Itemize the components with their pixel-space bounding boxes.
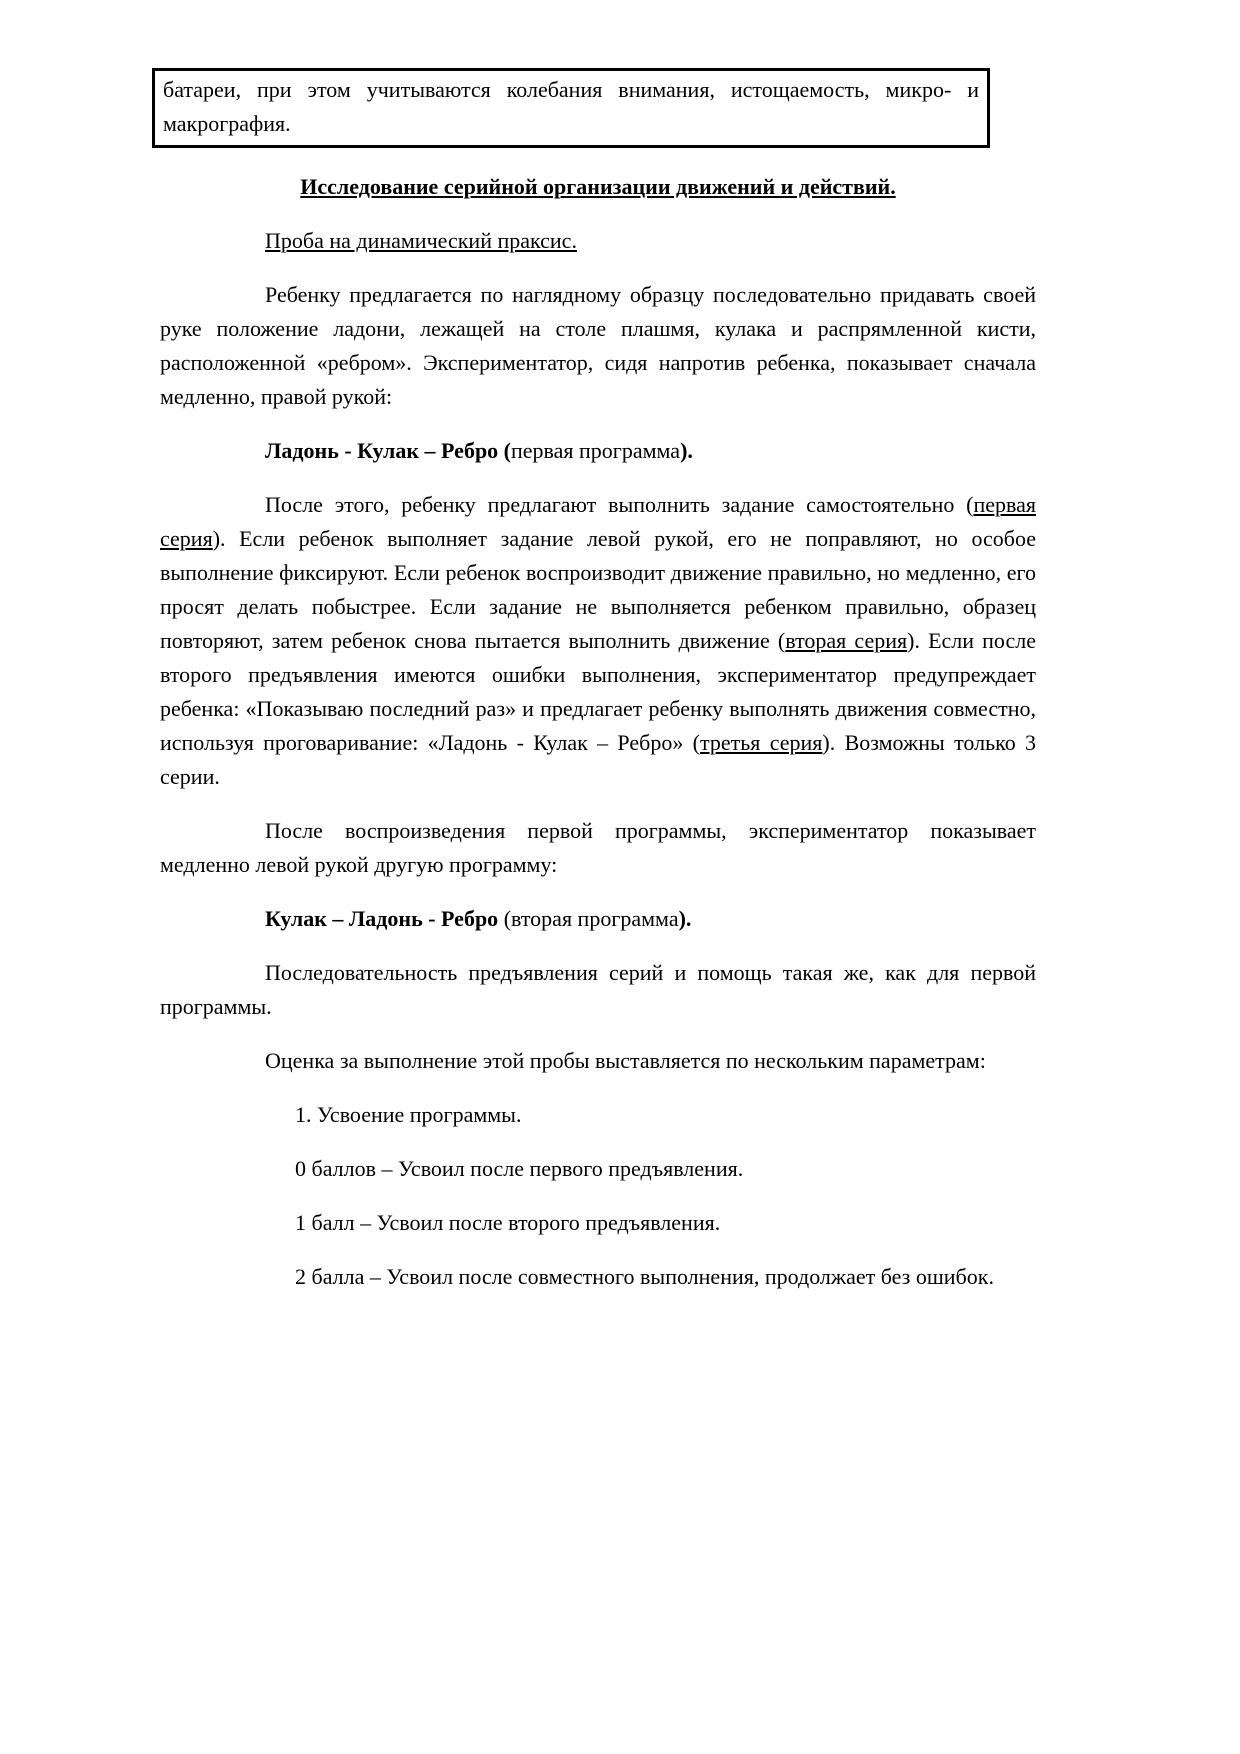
text-run-1: После этого, ребенку предлагают выполнить задание самостоятельно ( bbox=[265, 492, 974, 517]
scoring-item-title: 1. Усвоение программы. bbox=[295, 1102, 522, 1127]
series3-underlined: третья серия bbox=[699, 730, 823, 755]
program2-bold-end: ). bbox=[678, 906, 692, 931]
section-heading bbox=[160, 170, 1036, 204]
paragraph-series bbox=[160, 488, 1036, 794]
section-heading-text: Исследование серийной организации движений и действий. bbox=[300, 174, 896, 199]
document-content bbox=[160, 68, 1036, 1294]
program2-bold-start: Кулак – Ладонь - Ребро bbox=[265, 906, 504, 931]
text-run-3: ). Если после второго предъявления имеются ошибки выполнения, экспериментатор предупреждает ребенка: «Показываю последний раз» и предлагает ребенку выполнять движения совместно, используя проговаривание: «Ладонь - Кулак – Ребро» ( bbox=[160, 628, 1036, 755]
paragraph-second-program-intro: После воспроизведения первой программы, экспериментатор показывает медленно левой рукой другую программу: bbox=[160, 818, 1036, 877]
text-run-2: ). Если ребенок выполняет задание левой рукой, его не поправляют, но особое выполнение фиксируют. Если ребенок воспроизводит движение правильно, но медленно, его просят делать побыстрее. Если задание не выполняется ребенком правильно, образец повторяют, затем ребенок снова пытается выполнить движение ( bbox=[160, 526, 1036, 653]
program2-normal: (вторая программа bbox=[503, 906, 679, 931]
framed-note-box bbox=[152, 68, 990, 148]
series1-underlined: первая серия bbox=[160, 492, 1036, 551]
subsection-heading-text: Проба на динамический праксис. bbox=[265, 228, 577, 253]
framed-note-text: батареи, при этом учитываются колебания внимания, истощаемость, микро- и макрография. bbox=[163, 77, 979, 136]
paragraph-scoring-intro: Оценка за выполнение этой пробы выставляется по нескольким параметрам: bbox=[265, 1048, 986, 1073]
program1-normal: первая программа bbox=[511, 438, 681, 463]
program1-bold-start: Ладонь - Кулак – Ребро ( bbox=[265, 438, 512, 463]
text-run-4: ). Возможны только 3 серии. bbox=[160, 730, 1037, 789]
score-1-line: 1 балл – Усвоил после второго предъявления. bbox=[295, 1210, 721, 1235]
series2-underlined: вторая серия bbox=[785, 628, 908, 653]
program1-line bbox=[160, 434, 1036, 468]
paragraph-instruction: Ребенку предлагается по наглядному образцу последовательно придавать своей руке положение ладони, лежащей на столе плашмя, кулака и распрямленной кисти, расположенной «ребром». Экспериментатор, сидя напротив ребенка, показывает сначала медленно, правой рукой: bbox=[160, 282, 1036, 409]
score-0-line: 0 баллов – Усвоил после первого предъявления. bbox=[295, 1156, 744, 1181]
program1-bold-end: ). bbox=[680, 438, 693, 463]
paragraph-sequence: Последовательность предъявления серий и помощь такая же, как для первой программы. bbox=[160, 960, 1036, 1019]
score-2-line: 2 балла – Усвоил после совместного выполнения, продолжает без ошибок. bbox=[295, 1264, 994, 1289]
program2-line bbox=[160, 902, 1036, 936]
subsection-heading bbox=[160, 224, 1036, 258]
